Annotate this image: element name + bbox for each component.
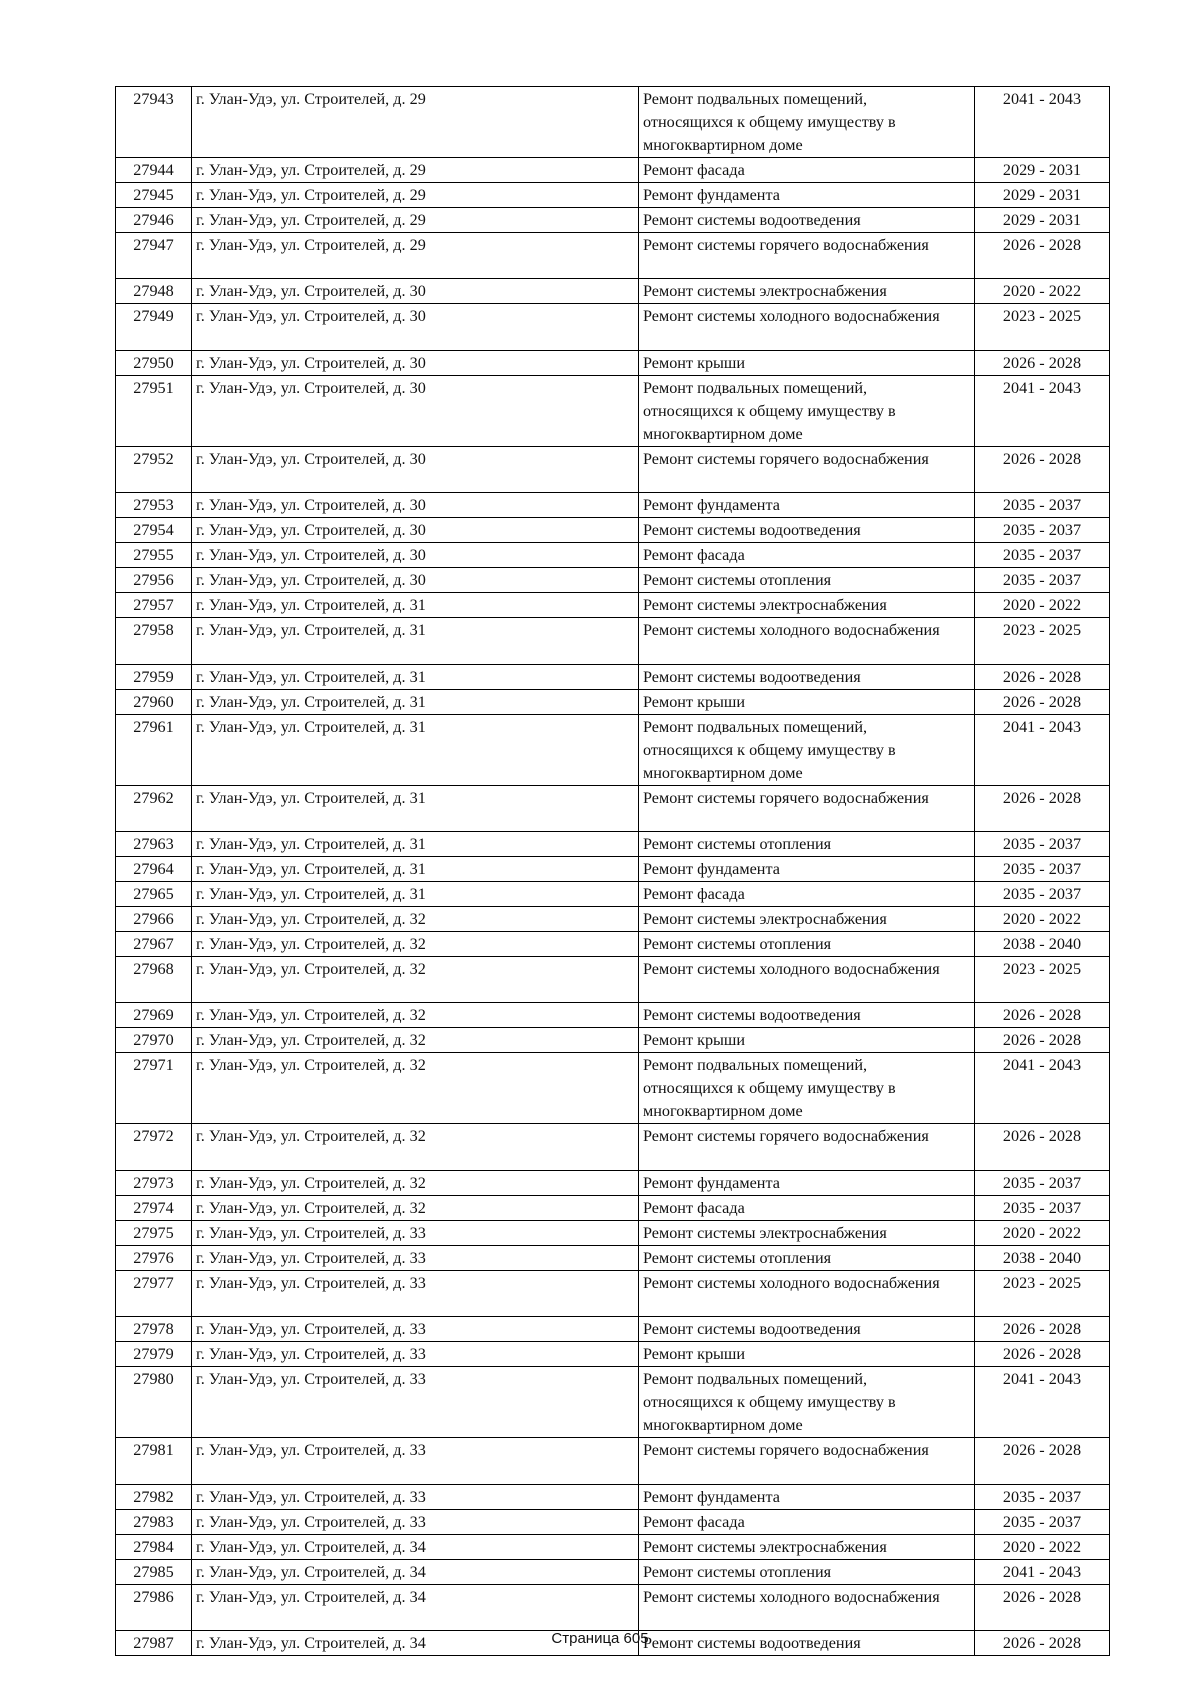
- row-period: 2041 - 2043: [975, 714, 1110, 785]
- table-row: [116, 446, 1110, 492]
- row-number: 27966: [116, 906, 192, 931]
- row-address: г. Улан-Удэ, ул. Строителей, д. 32: [192, 906, 639, 931]
- table-row: [116, 518, 1110, 543]
- row-period: 2029 - 2031: [975, 158, 1110, 183]
- table-row: [116, 87, 1110, 158]
- table-row: [116, 1028, 1110, 1053]
- row-address: г. Улан-Удэ, ул. Строителей, д. 29: [192, 87, 639, 158]
- row-address: г. Улан-Удэ, ул. Строителей, д. 33: [192, 1270, 639, 1316]
- row-work-type: Ремонт системы водоотведения: [639, 1317, 975, 1342]
- row-work-type: Ремонт системы электроснабжения: [639, 1534, 975, 1559]
- row-address: г. Улан-Удэ, ул. Строителей, д. 29: [192, 183, 639, 208]
- row-number: 27982: [116, 1484, 192, 1509]
- row-number: 27955: [116, 543, 192, 568]
- row-work-type: Ремонт системы горячего водоснабжения: [639, 233, 975, 279]
- table-row: [116, 1195, 1110, 1220]
- table-row: [116, 956, 1110, 1002]
- row-number: 27951: [116, 375, 192, 446]
- table-row: [116, 1124, 1110, 1170]
- row-period: 2041 - 2043: [975, 1559, 1110, 1584]
- row-address: г. Улан-Удэ, ул. Строителей, д. 31: [192, 593, 639, 618]
- row-period: 2026 - 2028: [975, 785, 1110, 831]
- table-row: [116, 279, 1110, 304]
- table-row: [116, 831, 1110, 856]
- row-address: г. Улан-Удэ, ул. Строителей, д. 32: [192, 1195, 639, 1220]
- row-address: г. Улан-Удэ, ул. Строителей, д. 34: [192, 1534, 639, 1559]
- row-period: 2020 - 2022: [975, 906, 1110, 931]
- row-work-type: Ремонт фасада: [639, 543, 975, 568]
- row-number: 27958: [116, 618, 192, 664]
- row-address: г. Улан-Удэ, ул. Строителей, д. 29: [192, 233, 639, 279]
- table-row: [116, 618, 1110, 664]
- row-period: 2038 - 2040: [975, 931, 1110, 956]
- row-address: г. Улан-Удэ, ул. Строителей, д. 33: [192, 1484, 639, 1509]
- row-number: 27944: [116, 158, 192, 183]
- row-number: 27985: [116, 1559, 192, 1584]
- row-address: г. Улан-Удэ, ул. Строителей, д. 32: [192, 1003, 639, 1028]
- row-number: 27947: [116, 233, 192, 279]
- row-number: 27980: [116, 1367, 192, 1438]
- row-address: г. Улан-Удэ, ул. Строителей, д. 33: [192, 1367, 639, 1438]
- row-work-type: Ремонт подвальных помещений, относящихся к общему имуществу в многоквартирном доме: [639, 1367, 975, 1438]
- row-number: 27948: [116, 279, 192, 304]
- table-row: [116, 1367, 1110, 1438]
- row-work-type: Ремонт системы водоотведения: [639, 208, 975, 233]
- table-row: [116, 493, 1110, 518]
- row-period: 2029 - 2031: [975, 183, 1110, 208]
- table-row: [116, 906, 1110, 931]
- row-period: 2020 - 2022: [975, 1220, 1110, 1245]
- table-row: [116, 233, 1110, 279]
- row-number: 27969: [116, 1003, 192, 1028]
- row-number: 27979: [116, 1342, 192, 1367]
- row-period: 2041 - 2043: [975, 1053, 1110, 1124]
- row-address: г. Улан-Удэ, ул. Строителей, д. 30: [192, 543, 639, 568]
- row-number: 27956: [116, 568, 192, 593]
- table-row: [116, 1220, 1110, 1245]
- row-work-type: Ремонт фундамента: [639, 493, 975, 518]
- row-address: г. Улан-Удэ, ул. Строителей, д. 32: [192, 1028, 639, 1053]
- table-row: [116, 1584, 1110, 1630]
- row-number: 27962: [116, 785, 192, 831]
- row-number: 27964: [116, 856, 192, 881]
- row-address: г. Улан-Удэ, ул. Строителей, д. 30: [192, 493, 639, 518]
- row-number: 27978: [116, 1317, 192, 1342]
- table-row: [116, 881, 1110, 906]
- table-row: [116, 304, 1110, 350]
- row-work-type: Ремонт подвальных помещений, относящихся к общему имуществу в многоквартирном доме: [639, 1053, 975, 1124]
- table-row: [116, 183, 1110, 208]
- row-period: 2026 - 2028: [975, 1028, 1110, 1053]
- row-work-type: Ремонт системы холодного водоснабжения: [639, 1584, 975, 1630]
- row-address: г. Улан-Удэ, ул. Строителей, д. 32: [192, 956, 639, 1002]
- row-address: г. Улан-Удэ, ул. Строителей, д. 32: [192, 1170, 639, 1195]
- row-work-type: Ремонт системы электроснабжения: [639, 279, 975, 304]
- row-work-type: Ремонт фундамента: [639, 856, 975, 881]
- row-work-type: Ремонт крыши: [639, 1028, 975, 1053]
- row-period: 2026 - 2028: [975, 1317, 1110, 1342]
- row-period: 2020 - 2022: [975, 1534, 1110, 1559]
- row-period: 2041 - 2043: [975, 87, 1110, 158]
- row-number: 27954: [116, 518, 192, 543]
- row-work-type: Ремонт системы холодного водоснабжения: [639, 1270, 975, 1316]
- table-row: [116, 1053, 1110, 1124]
- row-work-type: Ремонт фасада: [639, 158, 975, 183]
- row-period: 2026 - 2028: [975, 350, 1110, 375]
- row-period: 2026 - 2028: [975, 689, 1110, 714]
- row-number: 27975: [116, 1220, 192, 1245]
- row-address: г. Улан-Удэ, ул. Строителей, д. 31: [192, 714, 639, 785]
- row-address: г. Улан-Удэ, ул. Строителей, д. 32: [192, 1124, 639, 1170]
- table-row: [116, 714, 1110, 785]
- row-number: 27971: [116, 1053, 192, 1124]
- row-address: г. Улан-Удэ, ул. Строителей, д. 33: [192, 1245, 639, 1270]
- row-work-type: Ремонт системы отопления: [639, 831, 975, 856]
- row-number: 27959: [116, 664, 192, 689]
- row-period: 2023 - 2025: [975, 618, 1110, 664]
- row-work-type: Ремонт системы отопления: [639, 1559, 975, 1584]
- row-period: 2026 - 2028: [975, 1630, 1110, 1655]
- row-work-type: Ремонт фасада: [639, 1509, 975, 1534]
- row-work-type: Ремонт системы горячего водоснабжения: [639, 446, 975, 492]
- page-number: Страница 605: [551, 1630, 649, 1647]
- row-work-type: Ремонт крыши: [639, 689, 975, 714]
- row-period: 2023 - 2025: [975, 304, 1110, 350]
- row-address: г. Улан-Удэ, ул. Строителей, д. 33: [192, 1220, 639, 1245]
- row-address: г. Улан-Удэ, ул. Строителей, д. 31: [192, 831, 639, 856]
- row-work-type: Ремонт фасада: [639, 1195, 975, 1220]
- row-period: 2035 - 2037: [975, 856, 1110, 881]
- row-work-type: Ремонт крыши: [639, 350, 975, 375]
- row-number: 27950: [116, 350, 192, 375]
- row-period: 2035 - 2037: [975, 493, 1110, 518]
- row-address: г. Улан-Удэ, ул. Строителей, д. 32: [192, 931, 639, 956]
- row-address: г. Улан-Удэ, ул. Строителей, д. 33: [192, 1438, 639, 1484]
- row-work-type: Ремонт системы холодного водоснабжения: [639, 956, 975, 1002]
- row-number: 27965: [116, 881, 192, 906]
- row-number: 27981: [116, 1438, 192, 1484]
- table-row: [116, 1559, 1110, 1584]
- row-address: г. Улан-Удэ, ул. Строителей, д. 34: [192, 1559, 639, 1584]
- row-period: 2035 - 2037: [975, 543, 1110, 568]
- row-period: 2026 - 2028: [975, 446, 1110, 492]
- row-period: 2038 - 2040: [975, 1245, 1110, 1270]
- row-work-type: Ремонт системы водоотведения: [639, 518, 975, 543]
- row-number: 27946: [116, 208, 192, 233]
- row-number: 27968: [116, 956, 192, 1002]
- row-period: 2023 - 2025: [975, 956, 1110, 1002]
- row-work-type: Ремонт системы электроснабжения: [639, 593, 975, 618]
- row-period: 2035 - 2037: [975, 1170, 1110, 1195]
- row-number: 27976: [116, 1245, 192, 1270]
- table-row: [116, 1438, 1110, 1484]
- row-address: г. Улан-Удэ, ул. Строителей, д. 33: [192, 1509, 639, 1534]
- table-row: [116, 1509, 1110, 1534]
- row-address: г. Улан-Удэ, ул. Строителей, д. 30: [192, 304, 639, 350]
- row-number: 27987: [116, 1630, 192, 1655]
- row-period: 2026 - 2028: [975, 1584, 1110, 1630]
- row-work-type: Ремонт системы горячего водоснабжения: [639, 1124, 975, 1170]
- row-number: 27972: [116, 1124, 192, 1170]
- row-work-type: Ремонт системы отопления: [639, 931, 975, 956]
- row-number: 27974: [116, 1195, 192, 1220]
- row-period: 2035 - 2037: [975, 518, 1110, 543]
- row-period: 2035 - 2037: [975, 568, 1110, 593]
- row-period: 2023 - 2025: [975, 1270, 1110, 1316]
- row-address: г. Улан-Удэ, ул. Строителей, д. 30: [192, 446, 639, 492]
- row-number: 27961: [116, 714, 192, 785]
- row-number: 27986: [116, 1584, 192, 1630]
- row-period: 2026 - 2028: [975, 1342, 1110, 1367]
- row-number: 27973: [116, 1170, 192, 1195]
- table-row: [116, 785, 1110, 831]
- table-row: [116, 158, 1110, 183]
- row-address: г. Улан-Удэ, ул. Строителей, д. 30: [192, 375, 639, 446]
- row-address: г. Улан-Удэ, ул. Строителей, д. 31: [192, 689, 639, 714]
- row-work-type: Ремонт системы водоотведения: [639, 1630, 975, 1655]
- row-number: 27983: [116, 1509, 192, 1534]
- row-address: г. Улан-Удэ, ул. Строителей, д. 34: [192, 1584, 639, 1630]
- row-work-type: Ремонт системы горячего водоснабжения: [639, 1438, 975, 1484]
- row-address: г. Улан-Удэ, ул. Строителей, д. 30: [192, 568, 639, 593]
- row-number: 27960: [116, 689, 192, 714]
- row-address: г. Улан-Удэ, ул. Строителей, д. 30: [192, 518, 639, 543]
- row-period: 2026 - 2028: [975, 1003, 1110, 1028]
- row-work-type: Ремонт крыши: [639, 1342, 975, 1367]
- row-address: г. Улан-Удэ, ул. Строителей, д. 31: [192, 785, 639, 831]
- row-address: г. Улан-Удэ, ул. Строителей, д. 33: [192, 1317, 639, 1342]
- row-number: 27945: [116, 183, 192, 208]
- table-row: [116, 593, 1110, 618]
- row-work-type: Ремонт фундамента: [639, 1484, 975, 1509]
- table-row: [116, 664, 1110, 689]
- row-number: 27957: [116, 593, 192, 618]
- row-work-type: Ремонт подвальных помещений, относящихся к общему имуществу в многоквартирном доме: [639, 87, 975, 158]
- table-row: [116, 1534, 1110, 1559]
- row-work-type: Ремонт системы водоотведения: [639, 1003, 975, 1028]
- row-period: 2035 - 2037: [975, 881, 1110, 906]
- table-row: [116, 1245, 1110, 1270]
- row-work-type: Ремонт системы водоотведения: [639, 664, 975, 689]
- table-row: [116, 689, 1110, 714]
- row-period: 2026 - 2028: [975, 233, 1110, 279]
- row-period: 2026 - 2028: [975, 1438, 1110, 1484]
- row-period: 2035 - 2037: [975, 831, 1110, 856]
- row-work-type: Ремонт системы холодного водоснабжения: [639, 304, 975, 350]
- row-work-type: Ремонт фундамента: [639, 183, 975, 208]
- row-number: 27953: [116, 493, 192, 518]
- table-row: [116, 931, 1110, 956]
- repair-schedule-table: [115, 86, 1110, 1656]
- row-work-type: Ремонт системы холодного водоснабжения: [639, 618, 975, 664]
- row-address: г. Улан-Удэ, ул. Строителей, д. 29: [192, 158, 639, 183]
- row-address: г. Улан-Удэ, ул. Строителей, д. 31: [192, 618, 639, 664]
- row-address: г. Улан-Удэ, ул. Строителей, д. 31: [192, 856, 639, 881]
- row-address: г. Улан-Удэ, ул. Строителей, д. 34: [192, 1630, 639, 1655]
- row-period: 2041 - 2043: [975, 375, 1110, 446]
- row-number: 27949: [116, 304, 192, 350]
- table-row: [116, 375, 1110, 446]
- row-number: 27952: [116, 446, 192, 492]
- table-row: [116, 1484, 1110, 1509]
- row-number: 27963: [116, 831, 192, 856]
- row-work-type: Ремонт системы электроснабжения: [639, 1220, 975, 1245]
- row-work-type: Ремонт фундамента: [639, 1170, 975, 1195]
- row-address: г. Улан-Удэ, ул. Строителей, д. 32: [192, 1053, 639, 1124]
- row-work-type: Ремонт подвальных помещений, относящихся к общему имуществу в многоквартирном доме: [639, 375, 975, 446]
- row-work-type: Ремонт системы горячего водоснабжения: [639, 785, 975, 831]
- row-address: г. Улан-Удэ, ул. Строителей, д. 30: [192, 279, 639, 304]
- row-work-type: Ремонт системы отопления: [639, 1245, 975, 1270]
- row-work-type: Ремонт фасада: [639, 881, 975, 906]
- table-row: [116, 568, 1110, 593]
- row-period: 2020 - 2022: [975, 279, 1110, 304]
- row-period: 2035 - 2037: [975, 1484, 1110, 1509]
- row-period: 2026 - 2028: [975, 1124, 1110, 1170]
- row-address: г. Улан-Удэ, ул. Строителей, д. 30: [192, 350, 639, 375]
- row-address: г. Улан-Удэ, ул. Строителей, д. 31: [192, 881, 639, 906]
- row-period: 2035 - 2037: [975, 1195, 1110, 1220]
- table-row: [116, 350, 1110, 375]
- row-work-type: Ремонт системы отопления: [639, 568, 975, 593]
- table-row: [116, 1317, 1110, 1342]
- row-number: 27984: [116, 1534, 192, 1559]
- table-body: [116, 87, 1110, 1656]
- table-row: [116, 208, 1110, 233]
- table-row: [116, 1003, 1110, 1028]
- row-work-type: Ремонт подвальных помещений, относящихся к общему имуществу в многоквартирном доме: [639, 714, 975, 785]
- row-period: 2020 - 2022: [975, 593, 1110, 618]
- table-row: [116, 1170, 1110, 1195]
- row-work-type: Ремонт системы электроснабжения: [639, 906, 975, 931]
- row-number: 27970: [116, 1028, 192, 1053]
- row-period: 2026 - 2028: [975, 664, 1110, 689]
- row-address: г. Улан-Удэ, ул. Строителей, д. 31: [192, 664, 639, 689]
- table-row: [116, 1270, 1110, 1316]
- row-period: 2035 - 2037: [975, 1509, 1110, 1534]
- row-number: 27943: [116, 87, 192, 158]
- row-number: 27967: [116, 931, 192, 956]
- row-period: 2029 - 2031: [975, 208, 1110, 233]
- table-row: [116, 543, 1110, 568]
- row-period: 2041 - 2043: [975, 1367, 1110, 1438]
- row-address: г. Улан-Удэ, ул. Строителей, д. 29: [192, 208, 639, 233]
- table-row: [116, 1342, 1110, 1367]
- table-row: [116, 856, 1110, 881]
- row-number: 27977: [116, 1270, 192, 1316]
- row-address: г. Улан-Удэ, ул. Строителей, д. 33: [192, 1342, 639, 1367]
